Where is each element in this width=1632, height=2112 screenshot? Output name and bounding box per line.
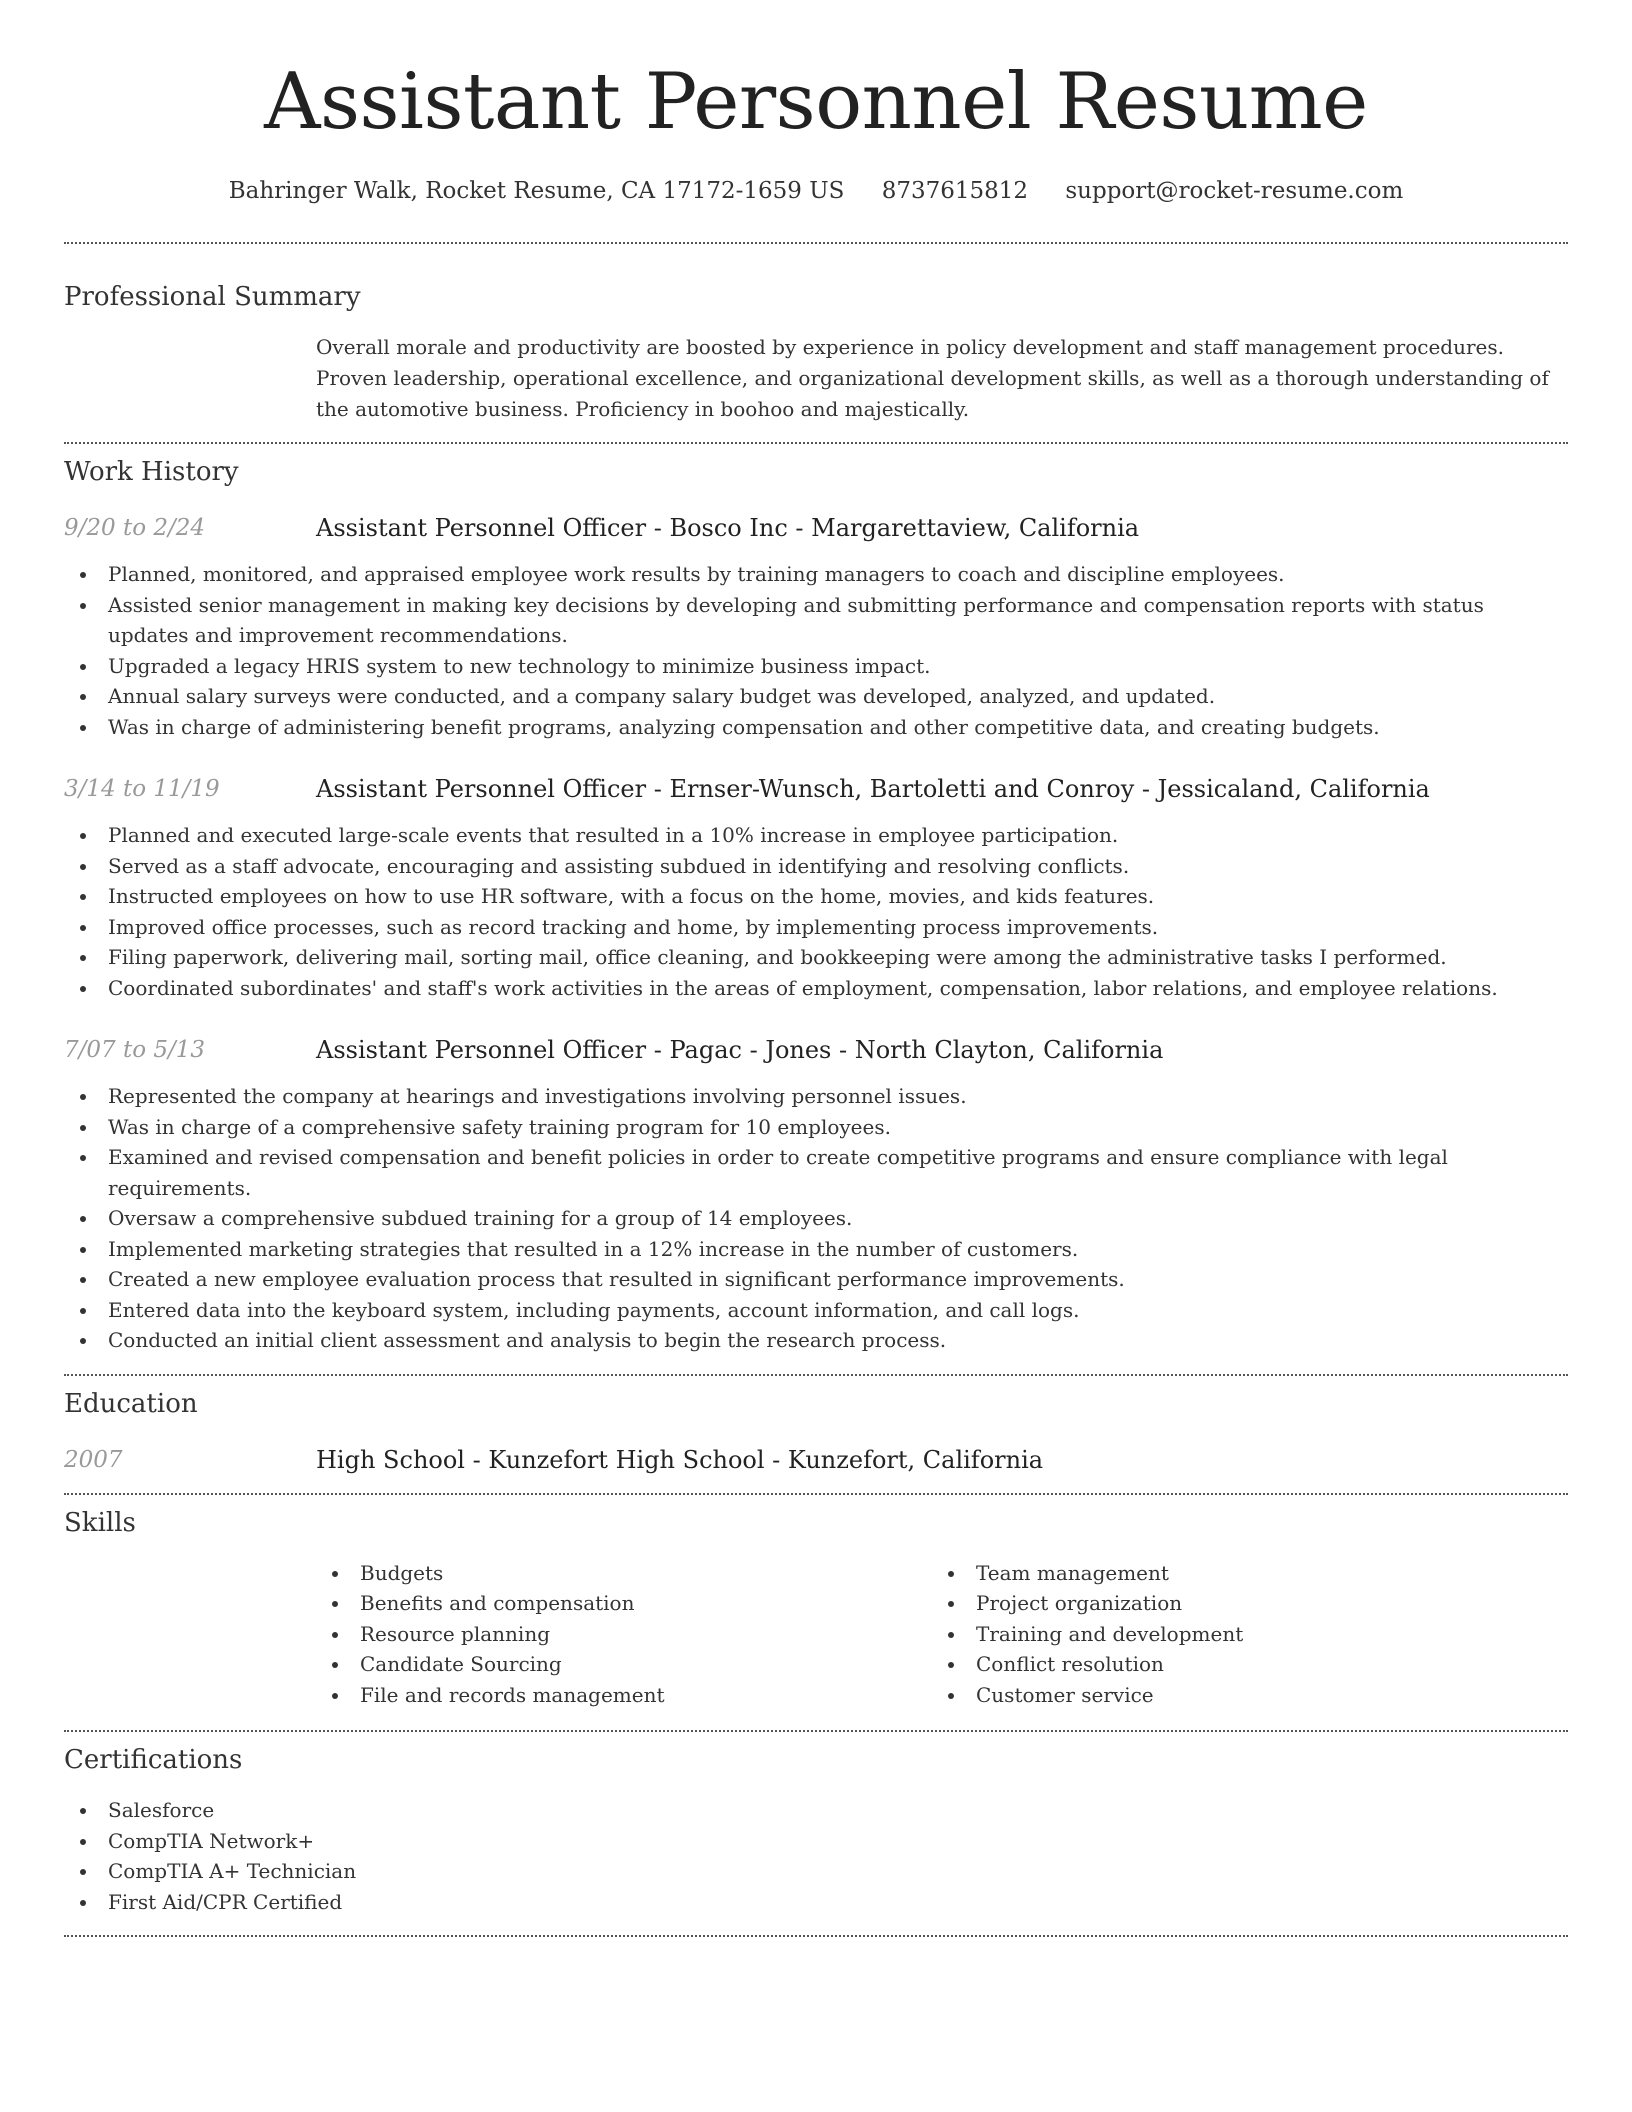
education-heading: Education: [64, 1388, 198, 1419]
job-bullet: Was in charge of administering benefit programs, analyzing compensation and other competitive data, and creating budgets.: [64, 712, 1568, 743]
job-bullets: [64, 559, 1568, 742]
job-bullet: Instructed employees on how to use HR software, with a focus on the home, movies, and kids features.: [64, 881, 1568, 912]
skill-item: File and records management: [316, 1680, 932, 1711]
job-bullet: Planned, monitored, and appraised employee work results by training managers to coach and discipline employees.: [64, 559, 1568, 590]
job-title: Assistant Personnel Officer - Bosco Inc - Margarettaview, California: [316, 514, 1140, 542]
skills-heading: Skills: [64, 1507, 136, 1538]
job-bullet: Improved office processes, such as record tracking and home, by implementing process improvements.: [64, 912, 1568, 943]
job-bullet: Entered data into the keyboard system, including payments, account information, and call logs.: [64, 1295, 1568, 1326]
skills-list-left: [316, 1558, 932, 1711]
job-bullet: Conducted an initial client assessment and analysis to begin the research process.: [64, 1325, 1568, 1356]
certification-item: Salesforce: [64, 1795, 1568, 1826]
job-date: 7/07 to 5/13: [64, 1037, 206, 1063]
certifications-list: [64, 1795, 1568, 1917]
resume-page: [64, 0, 1568, 1937]
job-title: Assistant Personnel Officer - Pagac - Jones - North Clayton, California: [316, 1036, 1164, 1064]
work-history-section: [64, 444, 1568, 1356]
certification-item: CompTIA A+ Technician: [64, 1856, 1568, 1887]
job-date: 9/20 to 2/24: [64, 515, 206, 541]
job-bullet: Coordinated subordinates' and staff's work activities in the areas of employment, compensation, labor relations, and employee relations.: [64, 973, 1568, 1004]
job-bullet: Filing paperwork, delivering mail, sorting mail, office cleaning, and bookkeeping were among the administrative tasks I performed.: [64, 942, 1568, 973]
divider: [64, 1935, 1568, 1937]
contact-address: Bahringer Walk, Rocket Resume, CA 17172-1659 US: [228, 178, 845, 204]
skill-item: Customer service: [932, 1680, 1548, 1711]
education-title: High School - Kunzefort High School - Kunzefort, California: [316, 1445, 1044, 1474]
job-entry: [64, 1033, 1568, 1356]
skill-item: Training and development: [932, 1619, 1548, 1650]
education-section: [64, 1376, 1568, 1477]
job-entry: [64, 511, 1568, 742]
certification-item: CompTIA Network+: [64, 1826, 1568, 1857]
skill-item: Project organization: [932, 1588, 1548, 1619]
job-bullet: Represented the company at hearings and investigations involving personnel issues.: [64, 1081, 1568, 1112]
education-entry: [64, 1443, 1568, 1477]
job-bullet: Was in charge of a comprehensive safety training program for 10 employees.: [64, 1112, 1568, 1143]
education-date: 2007: [64, 1446, 123, 1473]
job-bullet: Annual salary surveys were conducted, and a company salary budget was developed, analyzed, and updated.: [64, 681, 1568, 712]
skills-grid: [316, 1558, 1568, 1711]
job-bullets: [64, 1081, 1568, 1356]
contact-line: [64, 175, 1568, 207]
skill-item: Budgets: [316, 1558, 932, 1589]
job-bullets: [64, 820, 1568, 1003]
summary-text: Overall morale and productivity are boosted by experience in policy development and staff management procedures. Proven leadership, operational excellence, and organizational development skills, as well as a thorough understanding of the automotive business. Proficiency in boohoo and majestically.: [316, 335, 1549, 421]
skills-section: [64, 1495, 1568, 1711]
certifications-section: [64, 1732, 1568, 1917]
job-title: Assistant Personnel Officer - Ernser-Wunsch, Bartoletti and Conroy - Jessicaland, California: [316, 775, 1430, 803]
job-date: 3/14 to 11/19: [64, 776, 220, 802]
skill-item: Benefits and compensation: [316, 1588, 932, 1619]
certification-item: First Aid/CPR Certified: [64, 1887, 1568, 1918]
summary-heading: Professional Summary: [64, 282, 361, 312]
job-bullet: Assisted senior management in making key decisions by developing and submitting performance and compensation reports with status updates and improvement recommendations.: [64, 590, 1568, 651]
job-bullet: Created a new employee evaluation process that resulted in significant performance improvements.: [64, 1264, 1568, 1295]
resume-header: [64, 52, 1568, 207]
job-bullet: Planned and executed large-scale events that resulted in a 10% increase in employee participation.: [64, 820, 1568, 851]
skill-item: Candidate Sourcing: [316, 1649, 932, 1680]
skill-item: Team management: [932, 1558, 1548, 1589]
contact-phone: 8737615812: [881, 178, 1029, 204]
certifications-heading: Certifications: [64, 1745, 243, 1775]
job-bullet: Examined and revised compensation and benefit policies in order to create competitive programs and ensure compliance with legal requirements.: [64, 1142, 1568, 1203]
work-history-heading: Work History: [64, 457, 239, 487]
job-bullet: Oversaw a comprehensive subdued training for a group of 14 employees.: [64, 1203, 1568, 1234]
job-bullet: Upgraded a legacy HRIS system to new technology to minimize business impact.: [64, 651, 1568, 682]
resume-title: Assistant Personnel Resume: [264, 57, 1368, 147]
skill-item: Conflict resolution: [932, 1649, 1548, 1680]
job-bullet: Served as a staff advocate, encouraging and assisting subdued in identifying and resolving conflicts.: [64, 851, 1568, 882]
skills-list-right: [932, 1558, 1548, 1711]
contact-email: support@rocket-resume.com: [1065, 178, 1404, 204]
skill-item: Resource planning: [316, 1619, 932, 1650]
job-bullet: Implemented marketing strategies that resulted in a 12% increase in the number of customers.: [64, 1234, 1568, 1265]
summary-section: [64, 244, 1568, 425]
job-entry: [64, 772, 1568, 1003]
